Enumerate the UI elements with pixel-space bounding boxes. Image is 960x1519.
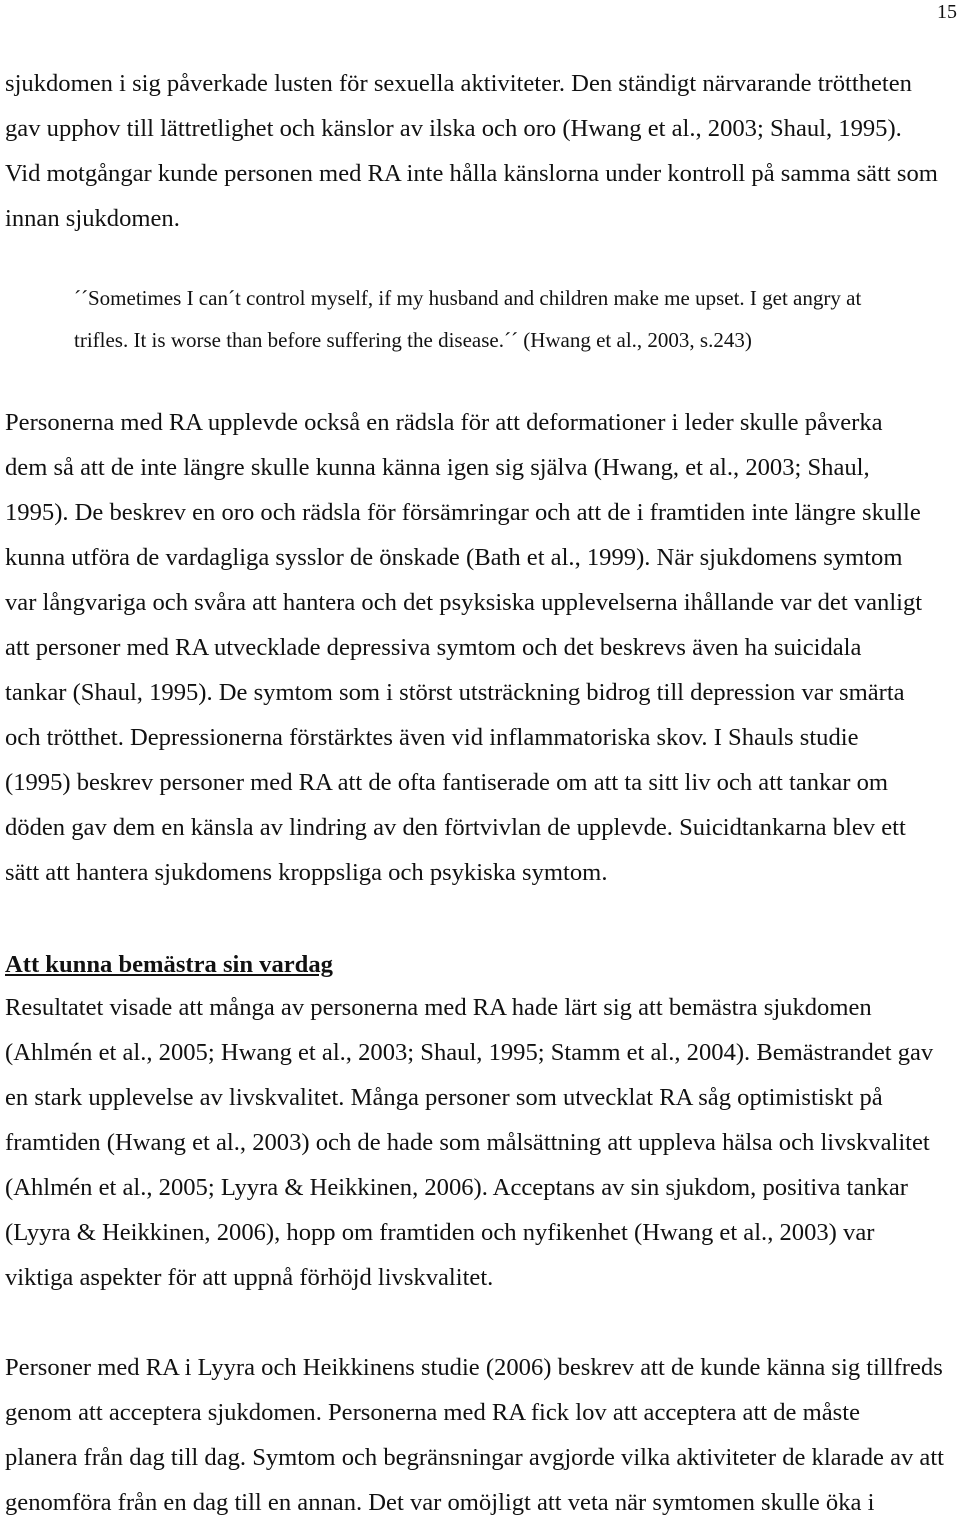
section-heading: Att kunna bemästra sin vardag (5, 951, 333, 978)
paragraph-line: framtiden (Hwang et al., 2003) och de hade som målsättning att uppleva hälsa och livskvalitet (5, 1129, 930, 1156)
paragraph-line: tankar (Shaul, 1995). De symtom som i störst utsträckning bidrog till depression var smärta (5, 679, 905, 706)
paragraph-line: och trötthet. Depressionerna förstärktes även vid inflammatoriska skov. I Shauls studie (5, 724, 859, 751)
paragraph-line: sätt att hantera sjukdomens kroppsliga och psykiska symtom. (5, 859, 608, 886)
quote-line: ´´Sometimes I can´t control myself, if my husband and children make me upset. I get angry at (74, 286, 862, 310)
paragraph-line: (Ahlmén et al., 2005; Hwang et al., 2003; Shaul, 1995; Stamm et al., 2004). Bemästrandet gav (5, 1039, 934, 1066)
paragraph (5, 69, 938, 234)
paragraph-line: Vid motgångar kunde personen med RA inte hålla känslorna under kontroll på samma sätt som (5, 160, 938, 187)
paragraph (5, 993, 933, 1293)
block-quote (74, 285, 861, 353)
paragraph-line: kunna utföra de vardagliga sysslor de önskade (Bath et al., 1999). När sjukdomens symtom (5, 544, 903, 571)
paragraph-line: genom att acceptera sjukdomen. Personerna med RA fick lov att acceptera att de måste (5, 1399, 860, 1426)
paragraph-line: en stark upplevelse av livskvalitet. Många personer som utvecklat RA såg optimistiskt på (5, 1084, 883, 1111)
paragraph-line: gav upphov till lättretlighet och känslor av ilska och oro (Hwang et al., 2003; Shaul, 1995). (5, 115, 902, 142)
quote-line: trifles. It is worse than before suffering the disease.´´ (Hwang et al., 2003, s.243) (74, 328, 752, 352)
paragraph-line: Personer med RA i Lyyra och Heikkinens studie (2006) beskrev att de kunde känna sig tillfreds (5, 1354, 943, 1381)
page-number: 15 (937, 1, 957, 23)
paragraph-line: (1995) beskrev personer med RA att de ofta fantiserade om att ta sitt liv och att tankar om (5, 769, 889, 796)
paragraph-line: Resultatet visade att många av personerna med RA hade lärt sig att bemästra sjukdomen (5, 994, 872, 1021)
paragraph-line: 1995). De beskrev en oro och rädsla för försämringar och att de i framtiden inte längre skulle (5, 499, 921, 526)
paragraph (5, 408, 922, 888)
paragraph-line: (Lyyra & Heikkinen, 2006), hopp om framtiden och nyfikenhet (Hwang et al., 2003) var (5, 1219, 875, 1246)
paragraph-line: planera från dag till dag. Symtom och begränsningar avgjorde vilka aktiviteter de klarade av att (5, 1444, 945, 1471)
paragraph-line: Personerna med RA upplevde också en rädsla för att deformationer i leder skulle påverka (5, 409, 883, 436)
paragraph-line: att personer med RA utvecklade depressiva symtom och det beskrevs även ha suicidala (5, 634, 862, 661)
paragraph-line: viktiga aspekter för att uppnå förhöjd livskvalitet. (5, 1264, 494, 1291)
paragraph-line: innan sjukdomen. (5, 205, 180, 232)
paragraph-line: döden gav dem en känsla av lindring av den förtvivlan de upplevde. Suicidtankarna blev ett (5, 814, 906, 841)
paragraph-line: (Ahlmén et al., 2005; Lyyra & Heikkinen, 2006). Acceptans av sin sjukdom, positiva tankar (5, 1174, 908, 1201)
paragraph-line: sjukdomen i sig påverkade lusten för sexuella aktiviteter. Den ständigt närvarande tröttheten (5, 70, 912, 97)
paragraph-line: var långvariga och svåra att hantera och det psyksiska upplevelserna ihållande var det vanligt (5, 589, 923, 616)
paragraph-line: dem så att de inte längre skulle kunna känna igen sig själva (Hwang, et al., 2003; Shaul, (5, 454, 870, 481)
paragraph (5, 1353, 944, 1518)
paragraph-line: genomföra från en dag till en annan. Det var omöjligt att veta när symtomen skulle öka i (5, 1489, 875, 1516)
